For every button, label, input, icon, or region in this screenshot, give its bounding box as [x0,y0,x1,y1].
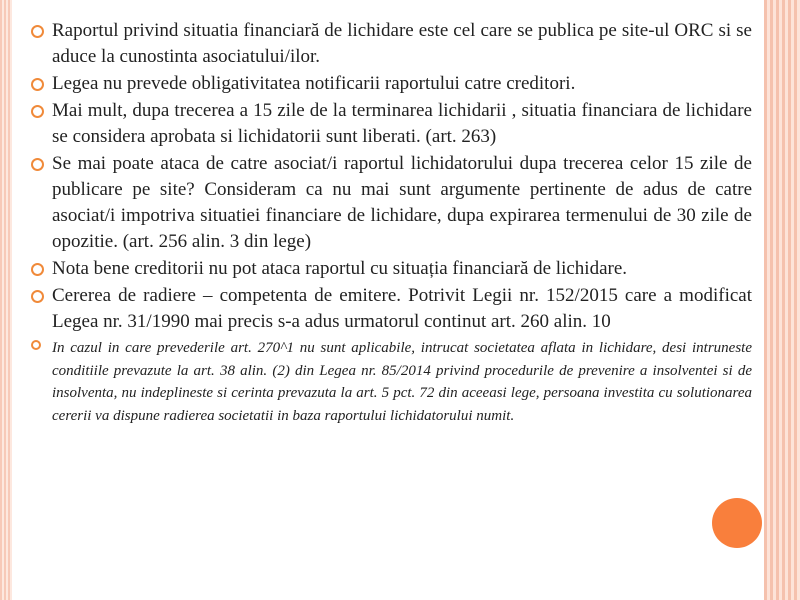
bullet-ring-icon [31,78,44,91]
bullet-ring-icon [31,263,44,276]
bullet-item [30,151,752,255]
bullet-ring-icon [31,290,44,303]
sub-bullet-item [30,337,752,427]
bullet-ring-icon [31,158,44,171]
bullet-item [30,283,752,335]
bullet-ring-icon [31,340,41,350]
left-decorative-stripe [0,0,12,600]
sub-bullet-text: In cazul in care prevederile art. 270^1 nu sunt aplicabile, intrucat societatea aflata in lichidare, desi intruneste conditiile prevazute la art. 38 alin. (2) din Legea nr. 85/2014 privind procedurile de prevenire a insolventei si de insolventa, nu indeplineste si cerinta prevazuta la art. 5 pct. 72 din aceeasi lege, persoana investita cu solutionarea cererii va dispune radierea societatii in baza raportului lichidatorului numit. [52,340,752,424]
bullet-text: Raportul privind situatia financiară de lichidare este cel care se publica pe site-ul ORC si se aduce la cunostinta asociatului/ilor. [52,20,752,67]
decorative-orange-circle [712,498,762,548]
bullet-text: Se mai poate ataca de catre asociat/i raportul lichidatorului dupa trecerea celor 15 zile de publicare pe site? Consideram ca nu mai sunt argumente pertinente de adus de catre asociat/i impotriva situatiei financiare de lichidare, dupa expirarea termenului de 30 zile de opozitie. (art. 256 alin. 3 din lege) [52,153,752,252]
right-decorative-stripe [764,0,800,600]
bullet-list [30,18,752,427]
bullet-item [30,98,752,150]
bullet-text: Cererea de radiere – competenta de emitere. Potrivit Legii nr. 152/2015 care a modificat Legea nr. 31/1990 mai precis s-a adus urmatorul continut art. 260 alin. 10 [52,285,752,332]
bullet-ring-icon [31,25,44,38]
bullet-ring-icon [31,105,44,118]
slide-content [30,18,752,428]
bullet-text: Legea nu prevede obligativitatea notificarii raportului catre creditori. [52,73,576,94]
bullet-item [30,71,752,97]
bullet-text: Nota bene creditorii nu pot ataca raportul cu situația financiară de lichidare. [52,258,628,279]
bullet-item [30,18,752,70]
bullet-text: Mai mult, dupa trecerea a 15 zile de la terminarea lichidarii , situatia financiara de lichidare se considera aprobata si lichidatorii sunt liberati. (art. 263) [52,100,752,147]
bullet-item [30,256,752,282]
